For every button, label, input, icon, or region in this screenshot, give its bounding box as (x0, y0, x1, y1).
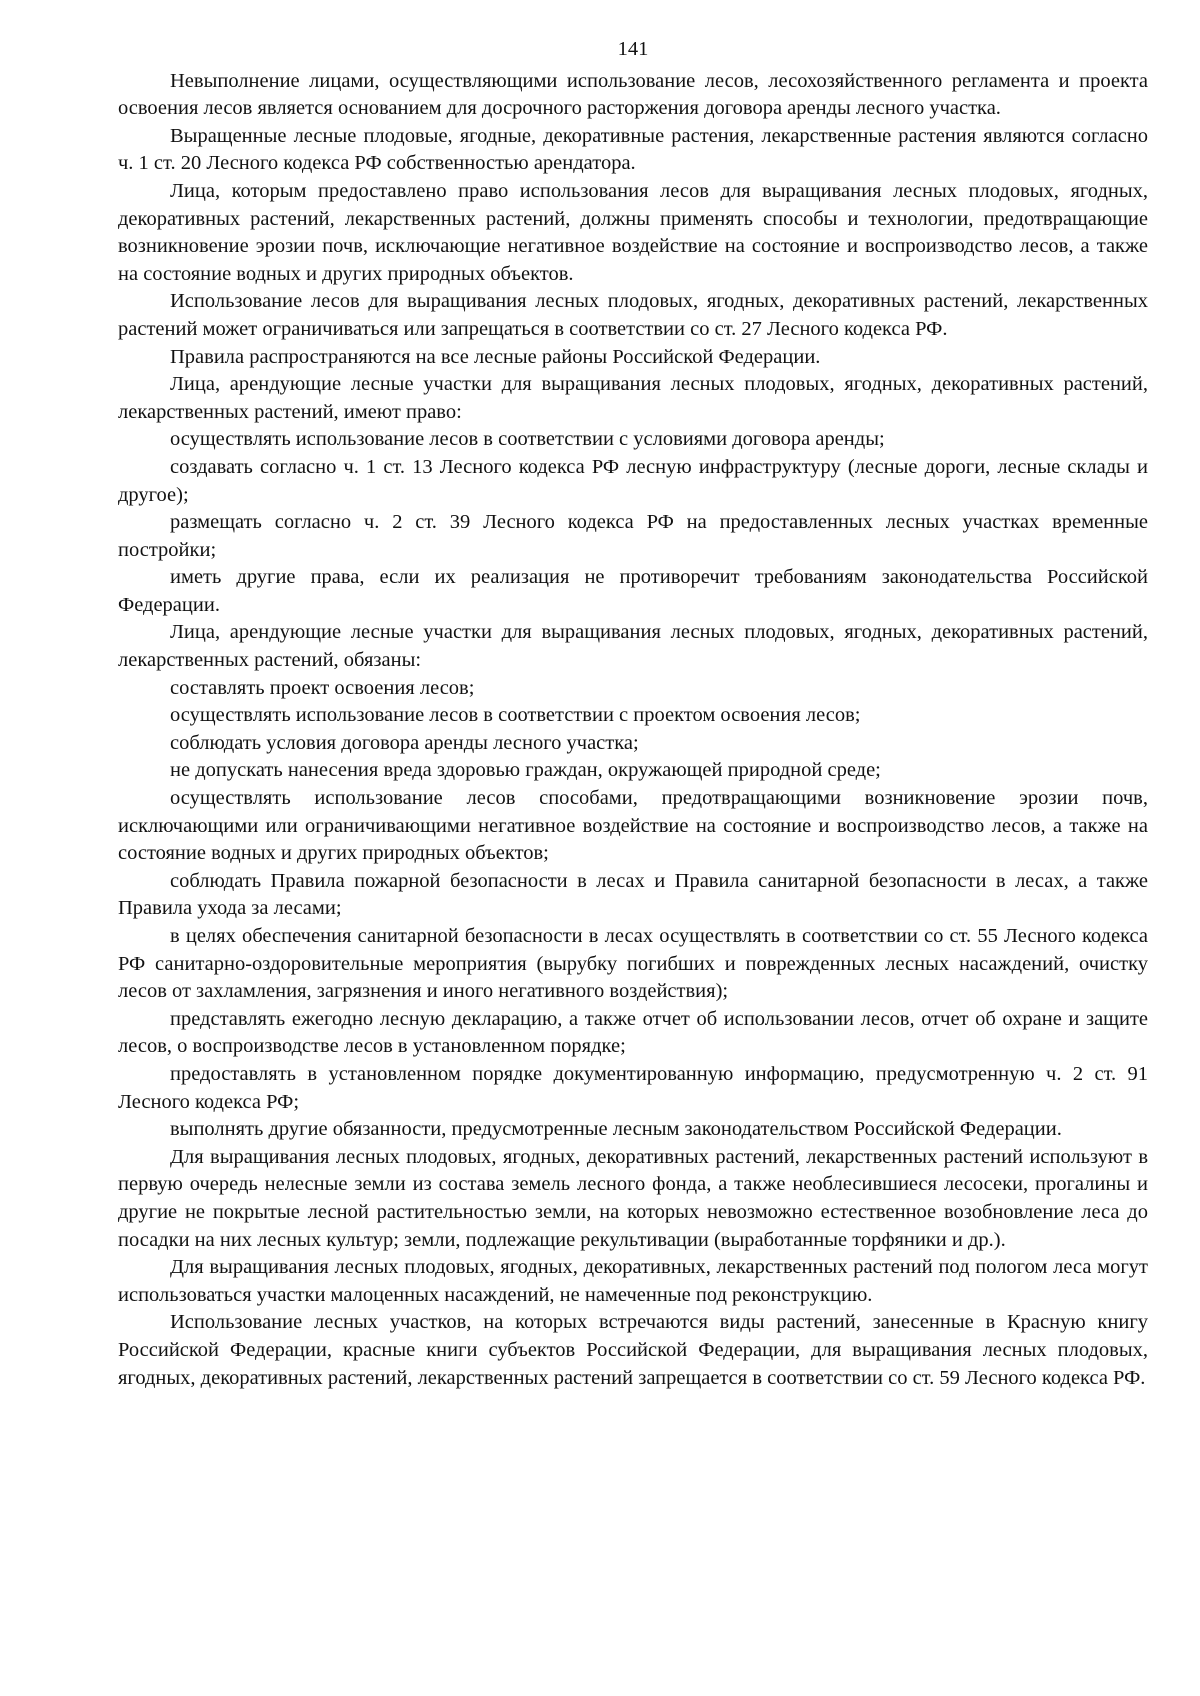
paragraph: Выращенные лесные плодовые, ягодные, декоративные растения, лекарственные растения являются согласно ч. 1 ст. 20 Лесного кодекса РФ собственностью арендатора. (118, 124, 1148, 175)
paragraph: Невыполнение лицами, осуществляющими использование лесов, лесохозяйственного регламента и проекта освоения лесов является основанием для досрочного расторжения договора аренды лесного участка. (118, 69, 1148, 120)
paragraph: Для выращивания лесных плодовых, ягодных, декоративных, лекарственных растений под пологом леса могут использоваться участки малоценных насаждений, не намеченные под реконструкцию. (118, 1256, 1148, 1306)
paragraph: Использование лесных участков, на которых встречаются виды растений, занесенные в Красную книгу Российской Федерации, красные книги субъектов Российской Федерации, для выращивания лесных плодовых, ягодных, декоративных растений, лекарственных растений запрещается в соответствии со ст. 59 Лесного кодекса РФ. (118, 1311, 1148, 1389)
paragraph: Для выращивания лесных плодовых, ягодных, декоративных растений, лекарственных растений используют в первую очередь нелесные земли из состава земель лесного фонда, а также необлесившиеся лесосеки, прогалины и другие не покрытые лесной растительностью земли, на которых невозможно естественное возобновление леса до посадки на них лесных культур; земли, подлежащие рекультивации (выработанные торфяники и др.). (118, 1145, 1148, 1251)
list-item: составлять проект освоения лесов; (170, 676, 475, 699)
paragraph: Использование лесов для выращивания лесных плодовых, ягодных, декоративных растений, лекарственных растений может ограничиваться или запрещаться в соответствии со ст. 27 Лесного кодекса РФ. (118, 290, 1148, 340)
list-item: предоставлять в установленном порядке документированную информацию, предусмотренную ч. 2 ст. 91 Лесного кодекса РФ; (118, 1062, 1148, 1113)
page-number: 141 (617, 38, 649, 60)
list-item: осуществлять использование лесов в соответствии с проектом освоения лесов; (170, 704, 861, 727)
list-item: создавать согласно ч. 1 ст. 13 Лесного кодекса РФ лесную инфраструктуру (лесные дороги, лесные склады и другое); (118, 455, 1148, 506)
list-item: соблюдать условия договора аренды лесного участка; (170, 731, 639, 754)
list-item: в целях обеспечения санитарной безопасности в лесах осуществлять в соответствии со ст. 55 Лесного кодекса РФ санитарно-оздоровительные мероприятия (вырубку погибших и поврежденных лесных насаждений, очистку лесов от захламления, загрязнения и иного негативного воздействия); (118, 925, 1148, 1003)
list-item: иметь другие права, если их реализация не противоречит требованиям законодательства Российской Федерации. (118, 566, 1148, 616)
list-item: выполнять другие обязанности, предусмотренные лесным законодательством Российской Федерации. (170, 1118, 1062, 1141)
paragraph: Лица, которым предоставлено право использования лесов для выращивания лесных плодовых, ягодных, декоративных растений, лекарственных растений, должны применять способы и технологии, предотвращающие возникновение эрозии почв, исключающие негативное воздействие на состояние и воспроизводство лесов, а также на состояние водных и других природных объектов. (118, 179, 1148, 285)
paragraph: Правила распространяются на все лесные районы Российской Федерации. (170, 345, 821, 368)
list-item: не допускать нанесения вреда здоровью граждан, окружающей природной среде; (170, 759, 881, 782)
paragraph: Лица, арендующие лесные участки для выращивания лесных плодовых, ягодных, декоративных растений, лекарственных растений, обязаны: (118, 621, 1148, 672)
document-page (118, 36, 1148, 1392)
list-item: размещать согласно ч. 2 ст. 39 Лесного кодекса РФ на предоставленных лесных участках временные постройки; (118, 511, 1148, 561)
document-body (118, 68, 1148, 1393)
list-item: осуществлять использование лесов в соответствии с условиями договора аренды; (170, 428, 885, 451)
list-item: осуществлять использование лесов способами, предотвращающими возникновение эрозии почв, исключающими или ограничивающими негативное воздействие на состояние и воспроизводство лесов, а также на состояние водных и других природных объектов; (118, 787, 1148, 865)
paragraph: Лица, арендующие лесные участки для выращивания лесных плодовых, ягодных, декоративных растений, лекарственных растений, имеют право: (118, 373, 1148, 423)
list-item: представлять ежегодно лесную декларацию, а также отчет об использовании лесов, отчет об охране и защите лесов, о воспроизводстве лесов в установленном порядке; (118, 1007, 1148, 1058)
list-item: соблюдать Правила пожарной безопасности в лесах и Правила санитарной безопасности в лесах, а также Правила ухода за лесами; (118, 869, 1148, 920)
